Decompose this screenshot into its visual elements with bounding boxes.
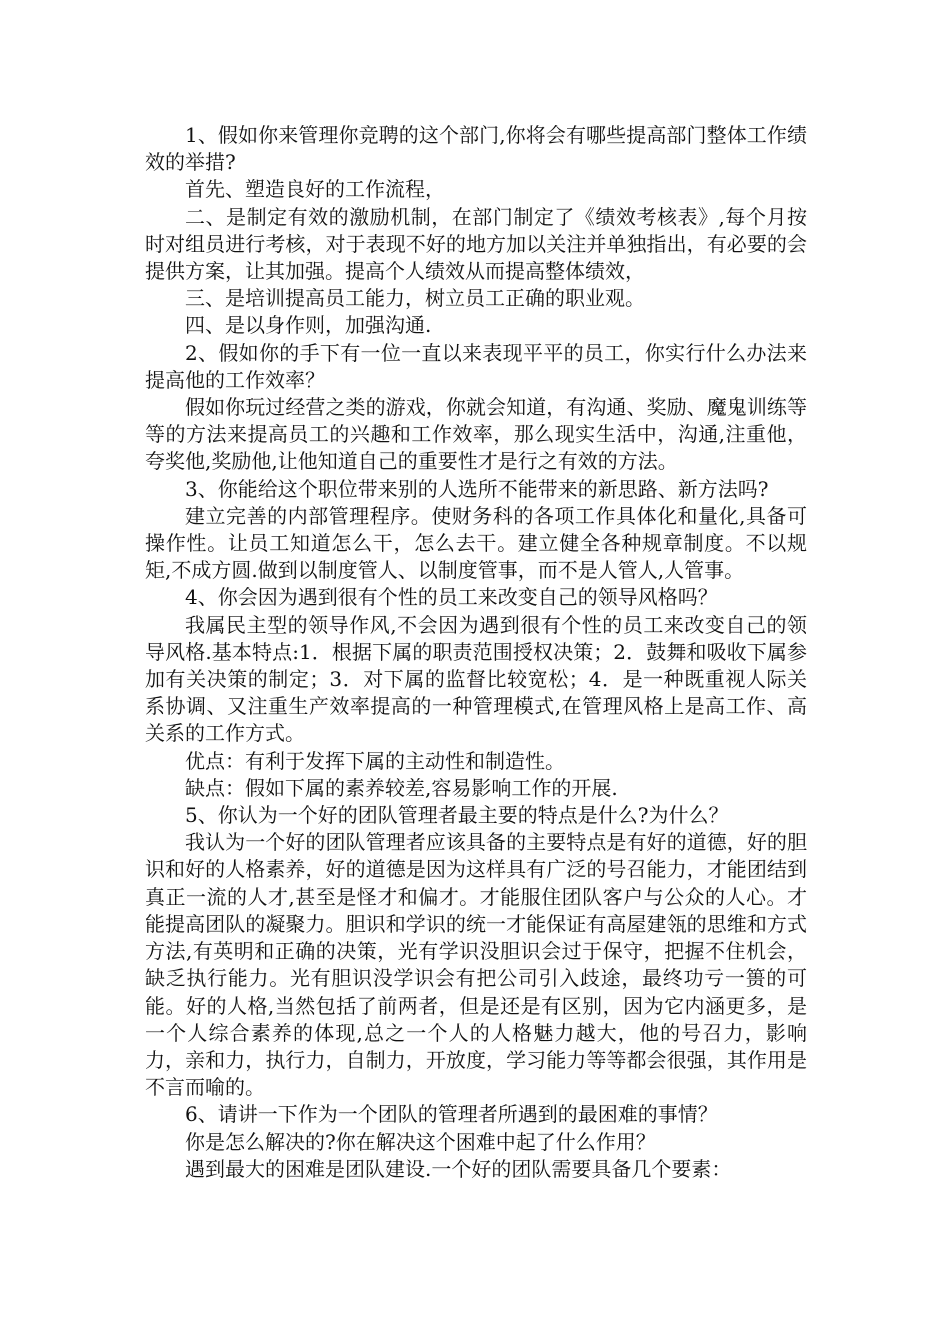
answer-3: 建立完善的内部管理程序。使财务科的各项工作具体化和量化,具备可操作性。让员工知道怎么干，怎么去干。建立健全各种规章制度。不以规矩,不成方圆.做到以制度管人、以制度管事，而不是人管人,人管事。 bbox=[145, 503, 807, 583]
document-page bbox=[145, 122, 807, 1183]
question-6: 6、请讲一下作为一个团队的管理者所遇到的最困难的事情？ bbox=[185, 1102, 718, 1127]
question-4: 4、你会因为遇到很有个性的员工来改变自己的领导风格吗？ bbox=[185, 585, 718, 610]
answer-4-advantages: 优点：有利于发挥下属的主动性和制造性。 bbox=[185, 748, 565, 773]
question-6-continued: 你是怎么解决的?你在解决这个困难中起了什么作用？ bbox=[185, 1129, 656, 1154]
question-5: 5、你认为一个好的团队管理者最主要的特点是什么?为什么？ bbox=[185, 803, 729, 828]
question-3: 3、你能给这个职位带来别的人选所不能带来的新思路、新方法吗? bbox=[185, 476, 769, 501]
answer-1-point-4: 四、是以身作则，加强沟通. bbox=[185, 313, 432, 338]
answer-4: 我属民主型的领导作风,不会因为遇到很有个性的员工来改变自己的领导风格.基本特点:1．根据下属的职责范围授权决策；2．鼓舞和吸收下属参加有关决策的制定；3．对下属的监督比较宽松；4．是一种既重视人际关系协调、又注重生产效率提高的一种管理模式,在管理风格上是高工作、高关系的工作方式。 bbox=[145, 612, 807, 746]
answer-4-disadvantages: 缺点：假如下属的素养较差,容易影响工作的开展. bbox=[185, 775, 618, 800]
answer-1-point-2: 二、是制定有效的激励机制，在部门制定了《绩效考核表》,每个月按时对组员进行考核，对于表现不好的地方加以关注并单独指出，有必要的会提供方案，让其加强。提高个人绩效从而提高整体绩效， bbox=[145, 204, 807, 284]
answer-2: 假如你玩过经营之类的游戏，你就会知道，有沟通、奖励、魔鬼训练等等的方法来提高员工的兴趣和工作效率，那么现实生活中，沟通,注重他，夸奖他,奖励他,让他知道自己的重要性才是行之有效的方法。 bbox=[145, 395, 807, 474]
question-1: 1、假如你来管理你竞聘的这个部门,你将会有哪些提高部门整体工作绩效的举措? bbox=[145, 123, 807, 175]
answer-6: 遇到最大的困难是团队建设.一个好的团队需要具备几个要素： bbox=[185, 1156, 732, 1181]
answer-1-point-3: 三、是培训提高员工能力，树立员工正确的职业观。 bbox=[185, 286, 645, 311]
answer-1-point-1: 首先、塑造良好的工作流程， bbox=[185, 177, 445, 202]
question-2: 2、假如你的手下有一位一直以来表现平平的员工，你实行什么办法来提高他的工作效率？ bbox=[145, 340, 807, 392]
answer-5: 我认为一个好的团队管理者应该具备的主要特点是有好的道德，好的胆识和好的人格素养，好的道德是因为这样具有广泛的号召能力，才能团结到真正一流的人才,甚至是怪才和偏才。才能服住团队客户与公众的人心。才能提高团队的凝聚力。胆识和学识的统一才能保证有高屋建瓴的思维和方式方法,有英明和正确的决策，光有学识没胆识会过于保守，把握不住机会，缺乏执行能力。光有胆识没学识会有把公司引入歧途，最终功亏一篑的可能。好的人格,当然包括了前两者，但是还是有区别，因为它内涵更多，是一个人综合素养的体现,总之一个人的人格魅力越大，他的号召力，影响力，亲和力，执行力，自制力，开放度，学习能力等等都会很强，其作用是不言而喻的。 bbox=[145, 830, 807, 1100]
